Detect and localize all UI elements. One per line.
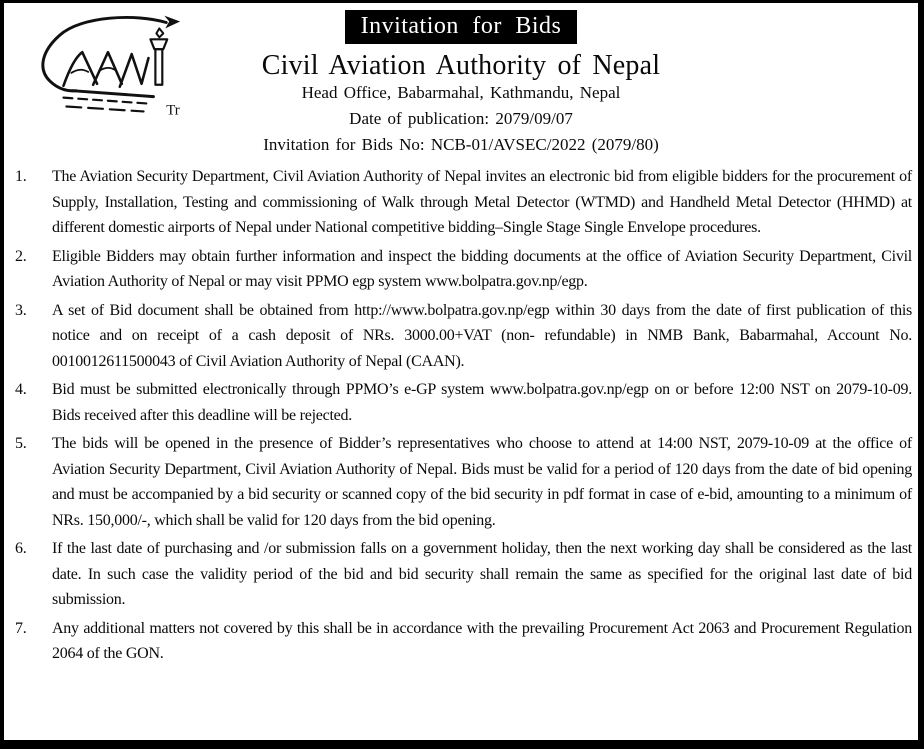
item-number: 1. <box>15 168 27 185</box>
notice-item <box>12 298 912 375</box>
item-number: 5. <box>15 435 27 452</box>
notice-item <box>12 377 912 428</box>
item-number: 7. <box>15 619 27 637</box>
item-number: 4. <box>15 381 27 398</box>
organization-name: Civil Aviation Authority of Nepal <box>261 50 661 81</box>
item-text: Any additional matters not covered by this shall be in accordance with the prevailing Procurement Act 2063 and Procurement Regulation 2064 of the GON. <box>52 619 912 662</box>
logo-script-mark: Tr <box>166 102 180 119</box>
address-line: Head Office, Babarmahal, Kathmandu, Nepal <box>301 83 621 102</box>
publication-date-line: Date of publication: 2079/09/07 <box>349 109 573 128</box>
notice-item <box>12 244 912 295</box>
item-text: The bids will be opened in the presence of Bidder’s representatives who choose to attend at 14:00 NST, 2079-10-09 at the office of Aviation Security Department, Civil Aviation Authority of Nepal. Bids must be valid for a period of 120 days from the date of bid opening and must be accompanied by a bid security or scanned copy of the bid security in pdf format in case of e-bid, amounting to a minimum of NRs. 150,000/-, which shall be valid for 120 days from the bid opening. <box>52 435 912 529</box>
caan-logo-icon <box>20 7 188 123</box>
notice-item <box>12 431 912 533</box>
item-text: If the last date of purchasing and /or submission falls on a government holiday, then the next working day shall be considered as the last date. In such case the validity period of the bid and bid security shall remain the same as specified for the original last date of bid submission. <box>52 540 912 608</box>
item-text: The Aviation Security Department, Civil Aviation Authority of Nepal invites an electronic bid from eligible bidders for the procurement of Supply, Installation, Testing and commissioning of Walk through Metal Detector (WTMD) and Handheld Metal Detector (HHMD) at different domestic airports of Nepal under National competitive bidding–Single Stage Single Envelope procedures. <box>52 168 912 236</box>
item-number: 2. <box>15 247 27 265</box>
banner-title: Invitation for Bids <box>345 10 578 44</box>
item-number: 6. <box>15 540 27 557</box>
notice-list <box>4 164 918 667</box>
notice-item <box>12 616 912 667</box>
notice-item <box>12 164 912 241</box>
item-text: Eligible Bidders may obtain further information and inspect the bidding documents at the office of Aviation Security Department, Civil Aviation Authority of Nepal or may visit PPMO egp system www.bolpatra.gov.np/egp. <box>52 247 912 290</box>
notice-item <box>12 536 912 613</box>
caan-logo <box>20 7 188 123</box>
bid-number-line: Invitation for Bids No: NCB-01/AVSEC/2022 (2079/80) <box>263 135 659 154</box>
item-number: 3. <box>15 301 27 319</box>
item-text: Bid must be submitted electronically through PPMO’s e-GP system www.bolpatra.gov.np/egp on or before 12:00 NST on 2079-10-09. Bids received after this deadline will be rejected. <box>52 381 912 424</box>
item-text: A set of Bid document shall be obtained from http://www.bolpatra.gov.np/egp within 30 days from the date of first publication of this notice and on receipt of a cash deposit of NRs. 3000.00+VAT (non- refundable) in NMB Bank, Babarmahal, Account No. 0010012611500043 of Civil Aviation Authority of Nepal (CAAN). <box>52 301 912 370</box>
